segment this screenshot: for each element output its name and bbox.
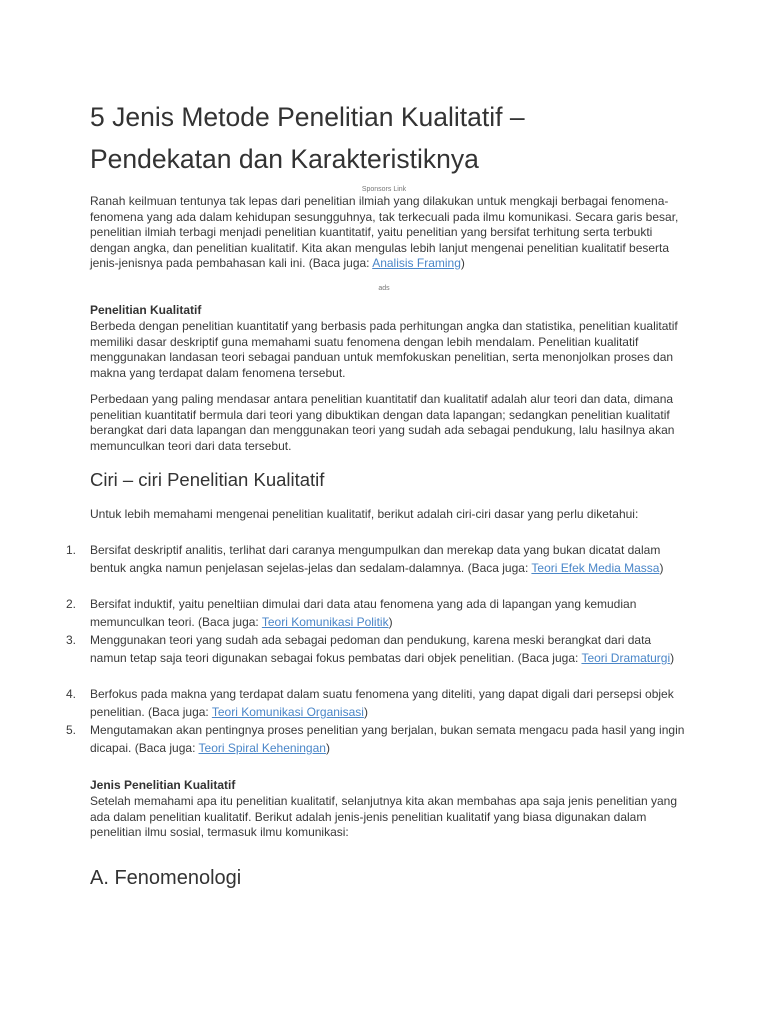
list-item bbox=[66, 595, 686, 631]
link-teori-efek-media-massa[interactable]: Teori Efek Media Massa bbox=[531, 561, 660, 575]
link-teori-komunikasi-organisasi[interactable]: Teori Komunikasi Organisasi bbox=[211, 705, 364, 719]
heading-ciri-ciri: Ciri – ciri Penelitian Kualitatif bbox=[90, 469, 325, 490]
list-item-text: Berfokus pada makna yang terdapat dalam suatu fenomena yang diteliti, yang dapat digali dari persepsi objek penelitian. (Baca juga: bbox=[90, 687, 674, 719]
link-teori-komunikasi-politik[interactable]: Teori Komunikasi Politik bbox=[261, 615, 389, 629]
list-item bbox=[66, 631, 686, 685]
paragraph-penelitian-kualitatif-2: Perbedaan yang paling mendasar antara penelitian kuantitatif dan kualitatif adalah alur teori dan data, dimana penelitian kuantitatif bermula dari teori yang dibuktikan dengan data lapangan; sedangkan penelitian kualitatif berangkat dari data lapangan dan menggunakan teori yang sudah ada sebagai pendukung, lalu hasilnya akan memunculkan teori dari data tersebut. bbox=[90, 392, 675, 453]
ads-label: ads bbox=[378, 285, 390, 292]
heading-jenis-penelitian: Jenis Penelitian Kualitatif bbox=[90, 778, 236, 792]
list-item-text: Bersifat induktif, yaitu peneltiian dimulai dari data atau fenomena yang ada di lapangan yang kemudian memunculkan teori. (Baca juga: bbox=[90, 597, 637, 629]
paragraph-jenis-penelitian: Setelah memahami apa itu penelitian kualitatif, selanjutnya kita akan membahas apa saja jenis penelitian yang ada dalam penelitian kualitatif. Berikut adalah jenis-jenis penelitian kualitatif yang biasa digunakan dalam penelitian ilmu sosial, termasuk ilmu komunikasi: bbox=[90, 794, 678, 839]
list-item-close: ) bbox=[670, 651, 675, 665]
link-teori-dramaturgi[interactable]: Teori Dramaturgi bbox=[581, 651, 671, 665]
list-number: 4. bbox=[66, 687, 77, 701]
list-number: 5. bbox=[66, 723, 77, 737]
intro-paragraph bbox=[90, 194, 682, 272]
list-item-close: ) bbox=[325, 741, 330, 755]
list-item-close: ) bbox=[659, 561, 664, 575]
ciri-ciri-list bbox=[66, 541, 686, 757]
heading-fenomenologi: A. Fenomenologi bbox=[90, 867, 242, 889]
list-item-text: Bersifat deskriptif analitis, terlihat dari caranya mengumpulkan dan merekap data yang bukan dicatat dalam bentuk angka namun penjelasan sejelas-jelas dan sedalam-dalamnya. (Baca juga: bbox=[90, 543, 661, 575]
list-number: 2. bbox=[66, 597, 77, 611]
list-item bbox=[66, 685, 686, 721]
link-analisis-framing[interactable]: Analisis Framing bbox=[372, 256, 461, 270]
intro-text: Ranah keilmuan tentunya tak lepas dari penelitian ilmiah yang dilakukan untuk mengkaji berbagai fenomena-fenomena yang ada dalam kehidupan sesungguhnya, tak terkecuali pada ilmu komunikasi. Secara garis besar, penelitian ilmiah terbagi menjadi penelitian kuantitatif, yaitu penelitian yang bersifat terhitung serta terbukti dengan angka, dan penelitian kualitatif. Kita akan mengulas lebih lanjut mengenai penelitian kualitatif beserta jenis-jenisnya pada pembahasan kali ini. (Baca juga: bbox=[90, 194, 679, 270]
link-teori-spiral-keheningan[interactable]: Teori Spiral Keheningan bbox=[198, 741, 326, 755]
paragraph-penelitian-kualitatif-1: Berbeda dengan penelitian kuantitatif yang berbasis pada perhitungan angka dan statistika, penelitian kualitatif memiliki dasar deskriptif guna memahami suatu fenomena dengan lebih mendalam. Penelitian kualitatif menggunakan landasan teori sebagai panduan untuk memfokuskan penelitian, serta menonjolkan proses dan makna yang terdapat dalam fenomena tersebut. bbox=[90, 319, 678, 380]
heading-penelitian-kualitatif: Penelitian Kualitatif bbox=[90, 303, 202, 317]
list-item-close: ) bbox=[388, 615, 393, 629]
list-item bbox=[66, 541, 686, 595]
list-item bbox=[66, 721, 686, 757]
list-number: 3. bbox=[66, 633, 77, 647]
list-item-text: Mengutamakan akan pentingnya proses penelitian yang berjalan, bukan semata mengacu pada hasil yang ingin dicapai. (Baca juga: bbox=[90, 723, 685, 755]
sponsors-link-label: Sponsors Link bbox=[361, 186, 407, 193]
list-item-close: ) bbox=[363, 705, 368, 719]
list-number: 1. bbox=[66, 543, 77, 557]
list-item-text: Menggunakan teori yang sudah ada sebagai pedoman dan pendukung, karena meski berangkat dari data namun tetap saja teori digunakan sebagai fokus pembatas dari objek penelitian. (Baca juga: bbox=[90, 633, 652, 665]
ciri-ciri-lead: Untuk lebih memahami mengenai penelitian kualitatif, berikut adalah ciri-ciri dasar yang perlu diketahui: bbox=[90, 507, 639, 521]
intro-close: ) bbox=[460, 256, 465, 270]
article-title: 5 Jenis Metode Penelitian Kualitatif – Pendekatan dan Karakteristiknya bbox=[90, 102, 525, 174]
